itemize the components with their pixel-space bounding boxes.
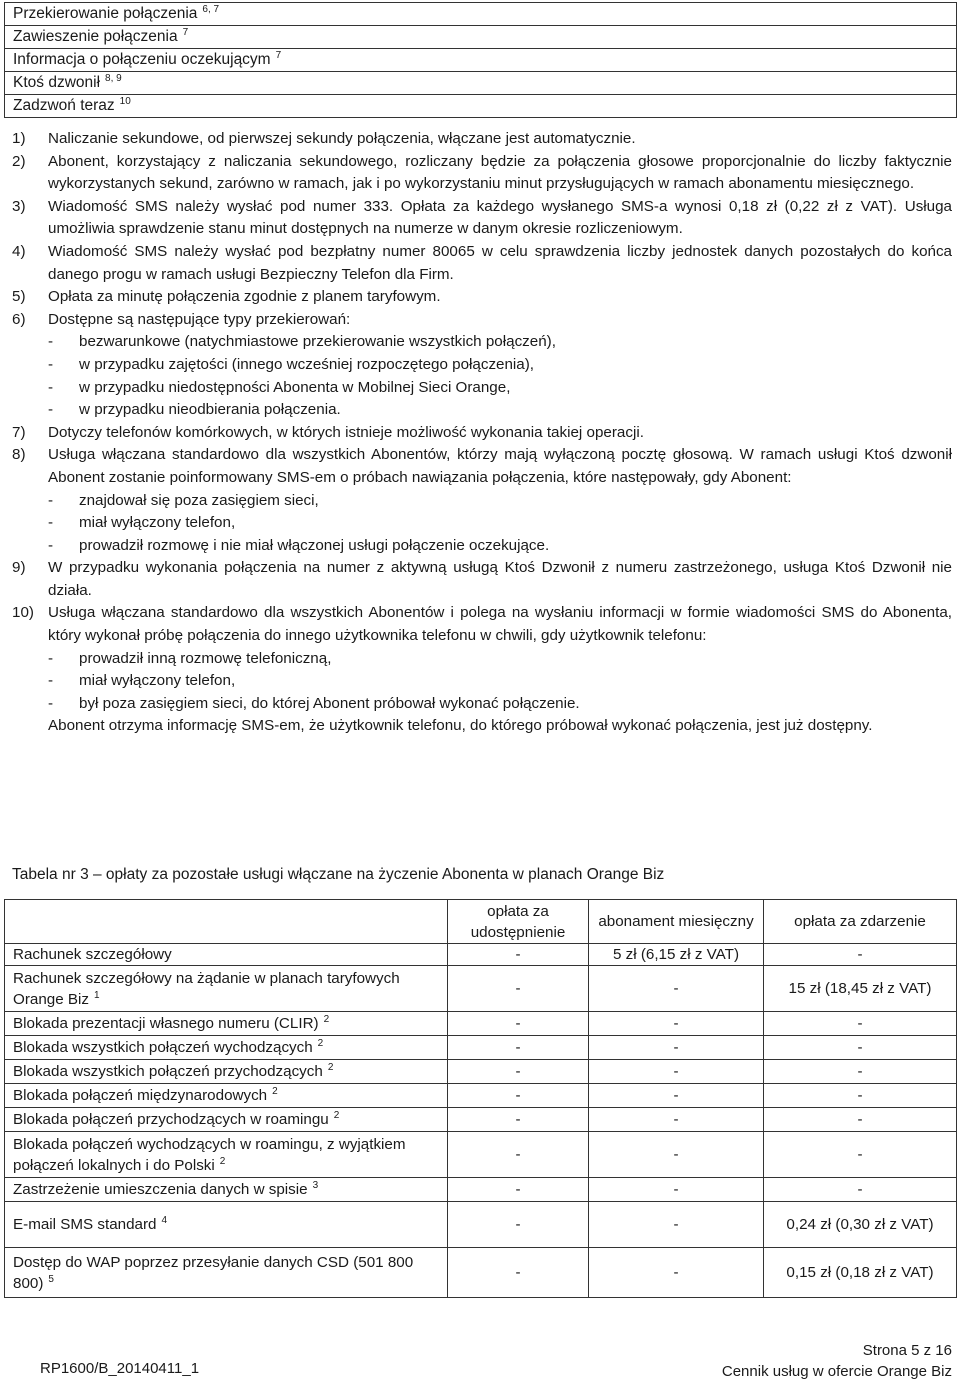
- footnote-5: 5) Opłata za minutę połączenia zgodnie z planem taryfowym.: [12, 288, 441, 306]
- features-table: [4, 2, 957, 118]
- footnote-8: 8) Usługa włączana standardowo dla wszystkich Abonentów, którzy mają wyłączoną pocztę głosową. W ramach usługi Ktoś dzwonił Abonent zostanie poinformowany SMS-em o próbach nawiązania połączenia, które następowały, gdy Abonent: - znajdował się poza zasięgiem sieci, - miał wyłączony telefon, - prowadził rozmowę i nie miał włączonej usługi połączenie oczekujące.: [12, 444, 952, 557]
- list-item: - w przypadku nieodbierania połączenia.: [48, 401, 341, 419]
- feature-note-ref: 6, 7: [202, 4, 220, 15]
- table-row: Dostęp do WAP poprzez przesyłanie danych CSD (501 800 800) $^5$ - - 0,15 zł (0,18 zł z VAT): [5, 1248, 957, 1298]
- footnote-10: 10) Usługa włączana standardowo dla wszystkich Abonentów i polega na wysłaniu informacji w formie wiadomości SMS do Abonenta, który wykonał próbę połączenia do innego użytkownika telefonu w chwili, gdy użytkownik telefonu: - prowadził inną rozmowę telefoniczną, - miał wyłączony telefon, - był poza zasięgiem sieci, do której Abonent próbował wykonać połączenie. Abonent otrzyma informację SMS-em, że użytkownik telefonu, do którego próbował wykonać połączenia, jest już dostępny.: [12, 604, 952, 735]
- table-row: Blokada wszystkich połączeń wychodzących $^2$ - - -: [5, 1036, 957, 1060]
- feature-row: [5, 72, 957, 95]
- header-monthly-fee: abonament miesięczny: [589, 900, 764, 944]
- footnote-4: 4) Wiadomość SMS należy wysłać pod bezpłatny numer 80065 w celu sprawdzenia liczby jednostek danych pozostałych do końca danego progu w ramach usługi Bezpieczny Telefon dla Firm.: [12, 242, 952, 283]
- feature-row: [5, 26, 957, 49]
- feature-row: [5, 3, 957, 26]
- table-row: Blokada połączeń wychodzących w roamingu, z wyjątkiem połączeń lokalnych i do Polski $^2$ - - -: [5, 1132, 957, 1178]
- header-service: [5, 900, 448, 944]
- page-footer: [722, 1340, 952, 1382]
- page-number: Strona 5 z 16: [862, 1342, 952, 1359]
- list-item: - miał wyłączony telefon,: [48, 672, 236, 690]
- list-item: - w przypadku zajętości (innego wcześniej rozpoczętego połączenia),: [48, 355, 535, 373]
- feature-note-ref: 8, 9: [105, 73, 122, 84]
- feature-label: Zadzwoń teraz: [13, 97, 115, 114]
- footnote-7: 7) Dotyczy telefonów komórkowych, w których istnieje możliwość wykonania takiej operacji.: [12, 423, 644, 441]
- footnotes: [12, 128, 952, 738]
- document-id: RP1600/B_20140411_1: [40, 1360, 200, 1377]
- feature-label: Przekierowanie połączenia: [13, 5, 198, 22]
- feature-note-ref: 7: [275, 50, 282, 61]
- feature-note-ref: 7: [182, 27, 189, 38]
- document-title: Cennik usług w ofercie Orange Biz: [721, 1363, 952, 1380]
- list-item: - bezwarunkowe (natychmiastowe przekierowanie wszystkich połączeń),: [48, 333, 556, 351]
- footnote-3: 3) Wiadomość SMS należy wysłać pod numer 333. Opłata za każdego wysłanego SMS-a wynosi 0,18 zł (0,22 zł z VAT). Usługa umożliwia sprawdzenie stanu minut dostępnych na numerze w danym okresie rozliczeniowym.: [12, 197, 952, 238]
- list-item: - był poza zasięgiem sieci, do której Abonent próbował wykonać połączenie.: [48, 694, 580, 712]
- table-row: Rachunek szczegółowy na żądanie w planach taryfowych Orange Biz $^1$ - - 15 zł (18,45 zł z VAT): [5, 966, 957, 1012]
- feature-label: Informacja o połączeniu oczekującym: [13, 51, 271, 68]
- footnote-1: 1) Naliczanie sekundowe, od pierwszej sekundy połączenia, włączane jest automatycznie.: [12, 130, 636, 147]
- table-row: Blokada połączeń międzynarodowych $^2$ - - -: [5, 1084, 957, 1108]
- list-item: - w przypadku niedostępności Abonenta w Mobilnej Sieci Orange,: [48, 378, 511, 396]
- table-row: Zastrzeżenie umieszczenia danych w spisie $^3$ - - -: [5, 1178, 957, 1202]
- footnote-9: 9) W przypadku wykonania połączenia na numer z aktywną usługą Ktoś Dzwonił z numeru zastrzeżonego, usługa Ktoś Dzwonił nie działa.: [12, 559, 952, 599]
- header-event-fee: opłata za zdarzenie: [764, 900, 957, 944]
- table-row: Blokada połączeń przychodzących w roamingu $^2$ - - -: [5, 1108, 957, 1132]
- list-item: - prowadził rozmowę i nie miał włączonej usługi połączenie oczekujące.: [48, 536, 550, 554]
- table-row: E-mail SMS standard $^4$ - - 0,24 zł (0,30 zł z VAT): [5, 1202, 957, 1248]
- list-item: - miał wyłączony telefon,: [48, 514, 236, 532]
- feature-row: [5, 49, 957, 72]
- table-row: Blokada wszystkich połączeń przychodzących $^2$ - - -: [5, 1060, 957, 1084]
- feature-note-ref: 10: [119, 96, 131, 107]
- table-header-row: [5, 900, 957, 944]
- table-row: Blokada prezentacji własnego numeru (CLIR) $^2$ - - -: [5, 1012, 957, 1036]
- list-item: - prowadził inną rozmowę telefoniczną,: [48, 649, 332, 667]
- footnote-6: 6) Dostępne są następujące typy przekierowań: - bezwarunkowe (natychmiastowe przekierowanie wszystkich połączeń), - w przypadku zajętości (innego wcześniej rozpoczętego połączenia), - w przypadku niedostępności Abonenta w Mobilnej Sieci Orange, - w przypadku nieodbierania połączenia.: [12, 309, 952, 422]
- table-caption: Tabela nr 3 – opłaty za pozostałe usługi włączane na życzenie Abonenta w planach Orange Biz: [12, 866, 665, 883]
- list-item: - znajdował się poza zasięgiem sieci,: [48, 491, 319, 509]
- feature-label: Ktoś dzwonił: [13, 74, 101, 91]
- fees-table: [4, 899, 957, 1298]
- footnote-2: 2) Abonent, korzystający z naliczania sekundowego, rozliczany będzie za połączenia głosowe proporcjonalnie do liczby faktycznie wykorzystanych sekund, zarówno w ramach, jak i po wykorzystaniu minut przysługujących w ramach abonamentu miesięcznego.: [12, 152, 952, 193]
- table-row: Rachunek szczegółowy - 5 zł (6,15 zł z VAT) -: [5, 944, 957, 966]
- feature-label: Zawieszenie połączenia: [13, 28, 178, 45]
- feature-row: [5, 95, 957, 118]
- header-setup-fee: opłata za udostępnienie: [448, 900, 589, 944]
